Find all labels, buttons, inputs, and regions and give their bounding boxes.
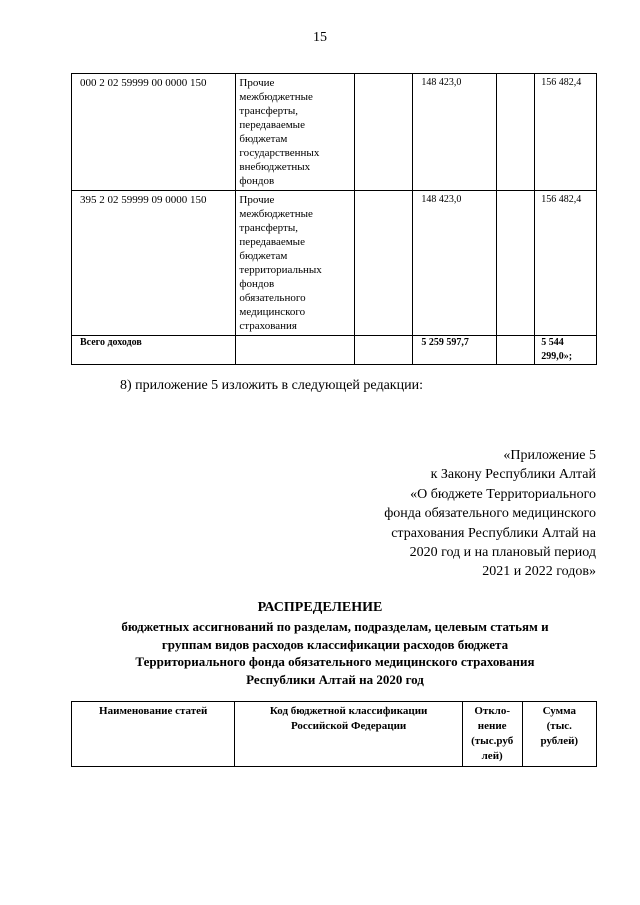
item-name-line: фондов <box>239 175 275 187</box>
item-name-line: трансферты, <box>239 105 298 117</box>
empty-cell <box>355 74 413 191</box>
item-name-line: передаваемые <box>239 119 305 131</box>
header-sum-line: Сумма <box>542 705 576 717</box>
budget-code-cell: 000 2 02 59999 00 0000 150 <box>72 74 236 191</box>
header-code-line: Код бюджетной классификации <box>269 705 428 717</box>
item-name-line: государственных <box>239 147 320 159</box>
header-code-line: Российской Федерации <box>290 720 407 732</box>
amount-2022-cell: 156 482,4 <box>535 74 597 191</box>
appendix-caption-line: 2021 и 2022 годов» <box>482 564 596 580</box>
subheading-line: Республики Алтай на 2020 год <box>246 671 424 687</box>
header-deviation-line: нение <box>477 720 507 732</box>
subheading-line: бюджетных ассигнований по разделам, подразделам, целевым статьям и <box>121 619 549 634</box>
table-row <box>72 74 597 191</box>
item-name-line: передаваемые <box>239 236 305 248</box>
appendix-caption-line: к Закону Республики Алтай <box>430 467 596 483</box>
empty-cell <box>355 191 413 336</box>
item-name-line: страхования <box>239 320 297 332</box>
section-subheading <box>70 618 600 688</box>
table-row <box>72 191 597 336</box>
item-name-line: бюджетам <box>239 250 288 262</box>
header-sum-line: рублей) <box>540 735 579 747</box>
item-name-line: межбюджетные <box>239 208 313 220</box>
header-deviation-line: лей) <box>481 750 503 762</box>
empty-cell <box>236 336 355 365</box>
amendment-instruction: 8) приложение 5 изложить в следующей редакции: <box>120 378 423 393</box>
allocation-table <box>71 701 597 767</box>
section-heading: РАСПРЕДЕЛЕНИЕ <box>257 600 383 615</box>
total-row <box>72 336 597 365</box>
item-name-line: бюджетам <box>239 133 288 145</box>
total-2021-cell: 5 259 597,7 <box>413 336 496 365</box>
subheading-line: Территориального фонда обязательного медицинского страхования <box>135 654 535 670</box>
appendix-caption <box>384 446 596 582</box>
appendix-caption-line: страхования Республики Алтай на <box>391 525 596 541</box>
budget-code-cell: 395 2 02 59999 09 0000 150 <box>72 191 236 336</box>
header-name: Наименование статей <box>72 702 235 767</box>
empty-cell <box>496 74 535 191</box>
total-2022-cell: 5 544 299,0»; <box>535 336 597 365</box>
item-name-cell <box>236 74 355 191</box>
amount-2022-cell: 156 482,4 <box>535 191 597 336</box>
item-name-line: медицинского <box>239 306 306 318</box>
appendix-caption-line: фонда обязательного медицинского <box>384 506 596 522</box>
table-header-row <box>72 702 597 767</box>
header-deviation-line: Откло- <box>474 705 510 717</box>
item-name-cell <box>236 191 355 336</box>
amount-2021-cell: 148 423,0 <box>413 191 496 336</box>
appendix-caption-line: «О бюджете Территориального <box>410 486 596 502</box>
page-number: 15 <box>313 30 327 45</box>
item-name-line: межбюджетные <box>239 91 313 103</box>
income-table <box>71 73 597 365</box>
item-name-line: внебюджетных <box>239 161 311 173</box>
item-name-line: обязательного <box>239 292 306 304</box>
item-name-line: Прочие <box>239 194 275 206</box>
empty-cell <box>496 336 535 365</box>
amount-2021-cell: 148 423,0 <box>413 74 496 191</box>
header-sum <box>522 702 596 767</box>
appendix-caption-line: 2020 год и на плановый период <box>409 545 596 561</box>
empty-cell <box>496 191 535 336</box>
item-name-line: территориальных <box>239 264 322 276</box>
item-name-line: трансферты, <box>239 222 298 234</box>
item-name-line: Прочие <box>239 77 275 89</box>
header-sum-line: (тыс. <box>546 720 572 732</box>
header-deviation <box>462 702 522 767</box>
appendix-caption-line: «Приложение 5 <box>503 448 596 463</box>
total-label-cell: Всего доходов <box>72 336 236 365</box>
header-code <box>235 702 462 767</box>
subheading-line: группам видов расходов классификации расходов бюджета <box>161 636 509 652</box>
item-name-line: фондов <box>239 278 275 290</box>
empty-cell <box>355 336 413 365</box>
header-deviation-line: (тыс.руб <box>471 735 514 747</box>
